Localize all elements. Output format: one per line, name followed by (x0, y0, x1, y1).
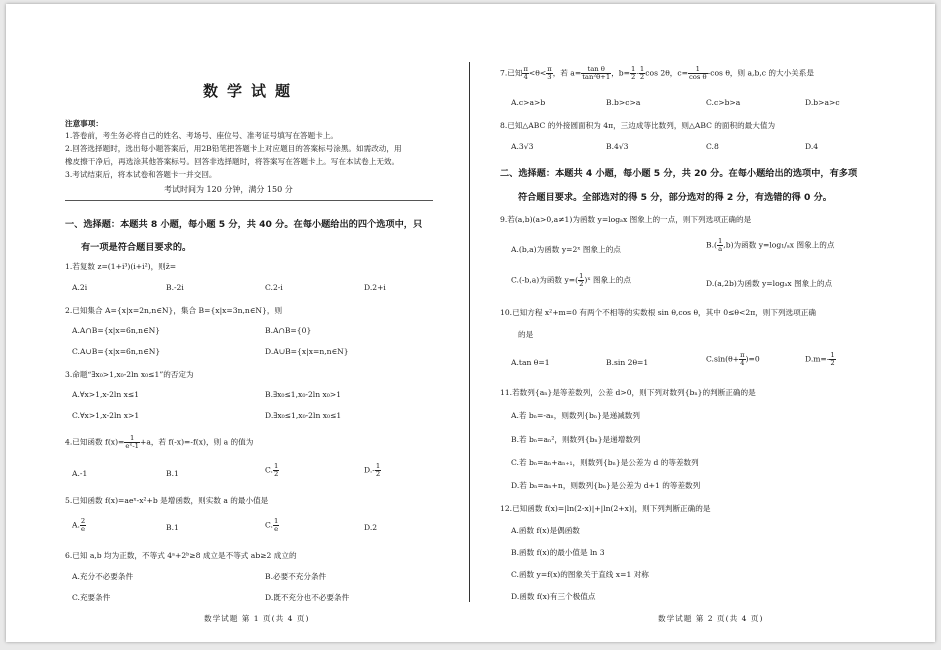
q8-option-b: B.4√3 (606, 142, 629, 151)
q8-option-c: C.8 (706, 142, 719, 151)
q4-option-c-fraction (273, 463, 279, 478)
q2-option-c: C.A∪B={x|x=6n,n∈N} (72, 347, 161, 356)
q12-option-c: C.函数 y=f(x)的图象关于直线 x=1 对称 (511, 570, 649, 579)
q7-frac-3-den: tan²θ+1 (582, 72, 611, 81)
q5-c-num: 1 (273, 517, 279, 525)
q4-option-d-fraction (375, 463, 381, 478)
q3-option-c: C.∀x>1,x-2ln x>1 (72, 411, 140, 420)
q7-frac-3-num: tan θ (581, 66, 611, 74)
q7-frac-6 (688, 66, 708, 81)
header-rule (65, 200, 433, 201)
exam-time: 考试时间为 120 分钟，满分 150 分 (164, 185, 293, 194)
section-2-heading-cont: 符合题目要求。全部选对的得 5 分，部分选对的得 2 分，有选错的得 0 分。 (518, 192, 832, 203)
q7-option-b: B.b>c>a (606, 98, 641, 107)
q7-frac-4-den: 2 (631, 72, 636, 81)
q9-b-label: B. (706, 240, 714, 250)
q12-option-d: D.函数 f(x)有三个极值点 (511, 592, 596, 601)
q5-option-c-label: C. (265, 520, 273, 530)
q2-option-d: D.A∪B={x|x=n,n∈N} (265, 347, 349, 356)
q10-c-text: C.sin(θ+ (706, 354, 740, 364)
page-1-footer: 数学试题 第 1 页(共 4 页) (204, 614, 310, 623)
q4-option-d (364, 463, 381, 478)
q7-frac-4-num: 1 (631, 65, 636, 73)
q10-c-den: 4 (740, 358, 745, 367)
q4-d-num: 1 (375, 462, 381, 470)
q10-option-a: A.tan θ=1 (511, 358, 550, 367)
q11-option-a: A.若 bₙ=-aₙ，则数列{bₙ}是递减数列 (511, 411, 640, 420)
q10-option-c (706, 352, 760, 367)
q1-option-c: C.2-i (265, 283, 283, 292)
q6-option-d: D.既不充分也不必要条件 (265, 593, 350, 602)
q5-a-den: e (81, 524, 86, 533)
section-1-heading-cont: 有一项是符合题目要求的。 (81, 242, 192, 253)
q11-option-d: D.若 bₙ=aₙ+n，则数列{bₙ}是公差为 d+1 的等差数列 (511, 481, 701, 490)
q8-option-a: A.3√3 (511, 142, 534, 151)
question-4 (65, 435, 253, 450)
q4-fraction-den: eˣ-1 (125, 441, 139, 450)
q9-c-text-2: )ˣ 图象上的点 (584, 275, 631, 285)
q9-b-den: a (718, 244, 723, 253)
q7-frac-5-den: 2 (639, 72, 645, 81)
question-5: 5.已知函数 f(x)=aeˣ-x²+b 是增函数，则实数 a 的最小值是 (65, 496, 269, 505)
q8-option-d: D.4 (805, 142, 819, 151)
q4-fraction-num: 1 (124, 435, 140, 443)
q1-option-a: A.2i (72, 283, 88, 292)
q9-option-a: A.(b,a)为函数 y=2ˣ 图象上的点 (511, 245, 621, 254)
note-line-1: 1.答卷前，考生务必将自己的姓名、考场号、座位号、准考证号填写在答题卡上。 (65, 131, 339, 140)
q7-option-c: C.c>b>a (706, 98, 741, 107)
section-2-heading: 二、选择题：本题共 4 小题，每小题 5 分，共 20 分。在每小题给出的选项中，有多项 (500, 168, 858, 179)
q7-option-a: A.c>a>b (511, 98, 546, 107)
q7-text-2: <θ< (528, 68, 547, 78)
page-title: 数学试题 (203, 82, 300, 100)
q5-option-a-fraction (80, 518, 86, 533)
note-line-2: 2.回答选择题时，选出每小题答案后，用2B铅笔把答题卡上对应题目的答案标号涂黑。如需改动，用 (65, 144, 402, 153)
q10-option-d (805, 352, 836, 367)
q7-text-7: -cos θ，则 a,b,c 的大小关系是 (707, 68, 814, 78)
q4-c-num: 1 (273, 462, 279, 470)
q9-option-d: D.(a,2b)为函数 y=logₐx 图象上的点 (706, 279, 833, 288)
question-9: 9.若(a,b)(a>0,a≠1)为函数 y=logₐx 图象上的一点，则下列选项正确的是 (500, 215, 752, 224)
q4-text-start: 4.已知函数 f(x)= (65, 437, 125, 447)
q3-option-b: B.∃x₀≤1,x₀-2ln x₀>1 (265, 390, 342, 399)
q9-b-num: 1 (717, 237, 723, 245)
q7-frac-6-num: 1 (688, 66, 708, 74)
q5-a-num: 2 (80, 517, 86, 525)
q4-option-d-label: D.- (364, 465, 375, 475)
question-6: 6.已知 a,b 均为正数，不等式 4ᵃ+2ᵇ≥8 成立是不等式 ab≥2 成立的 (65, 551, 297, 560)
q11-option-c: C.若 bₙ=aₙ+aₙ₊₁，则数列{bₙ}是公差为 d 的等差数列 (511, 458, 699, 467)
q5-option-c (265, 518, 279, 533)
q4-option-c-label: C. (265, 465, 273, 475)
q7-option-d: D.b>a>c (805, 98, 840, 107)
q10-d-den: 2 (830, 358, 835, 367)
exam-paper (6, 4, 935, 642)
q7-text-5: - (636, 68, 639, 78)
q11-option-b: B.若 bₙ=aₙ²，则数列{bₙ}是递增数列 (511, 435, 641, 444)
q7-text-3: ，若 a= (552, 68, 582, 78)
q4-text-end: +a，若 f(-x)=-f(x)，则 a 的值为 (139, 437, 254, 447)
section-1-heading: 一、选择题：本题共 8 小题，每小题 5 分，共 40 分。在每小题给出的四个选项中，只 (65, 219, 423, 230)
q10-c-text-2: )=0 (745, 354, 760, 364)
q7-frac-1-den: 4 (523, 72, 528, 81)
question-12: 12.已知函数 f(x)=|ln(2-x)|+|ln(2+x)|，则下列判断正确的是 (500, 504, 711, 513)
q7-frac-5-num: 1 (639, 65, 645, 73)
question-1: 1.若复数 z=(1+i³)(i+i²)，则z̄= (65, 262, 177, 271)
q9-option-b: B.( $\frac{1}{a}$ ,b)为函数 y=log₁/ₐx 图象上的点 (706, 237, 835, 253)
question-11: 11.若数列{aₙ}是等差数列，公差 d>0，则下列对数列{bₙ}的判断正确的是 (500, 388, 756, 397)
q3-option-a: A.∀x>1,x-2ln x≤1 (72, 390, 140, 399)
q2-option-a: A.A∩B={x|x=6n,n∈N} (72, 326, 161, 335)
notes-heading: 注意事项： (65, 119, 103, 128)
q7-frac-1-num: π (523, 65, 528, 73)
q4-option-c (265, 463, 279, 478)
q7-text-1: 7.已知 (500, 68, 523, 78)
q4-d-den: 2 (375, 469, 381, 478)
q10-d-num: 1 (830, 351, 835, 359)
q10-d-text: D.m=- (805, 354, 830, 364)
q6-option-b: B.必要不充分条件 (265, 572, 327, 581)
q5-option-a (72, 518, 86, 533)
q12-option-b: B.函数 f(x)的最小值是 ln 3 (511, 548, 605, 557)
q4-option-b: B.1 (166, 469, 179, 478)
q10-c-num: π (740, 351, 745, 359)
q5-c-den: e (274, 524, 279, 533)
q9-option-c (511, 273, 631, 288)
q2-option-b: B.A∩B={0} (265, 326, 312, 335)
q7-frac-6-den: cos θ (689, 72, 707, 81)
question-7 (500, 66, 814, 81)
q10-d-fraction (829, 352, 835, 367)
question-10-cont: 的是 (518, 330, 534, 339)
page-2-footer: 数学试题 第 2 页(共 4 页) (658, 614, 764, 623)
q9-c-den: 2 (579, 279, 584, 288)
q4-option-a: A.-1 (72, 469, 88, 478)
q3-option-d: D.∃x₀≤1,x₀-2ln x₀≤1 (265, 411, 342, 420)
q1-option-d: D.2+i (364, 283, 386, 292)
q4-c-den: 2 (273, 469, 279, 478)
q7-text-4: ，b= (611, 68, 631, 78)
q5-option-c-fraction (273, 518, 279, 533)
q12-option-a: A.函数 f(x)是偶函数 (511, 526, 580, 535)
q6-option-c: C.充要条件 (72, 593, 111, 602)
question-2: 2.已知集合 A={x|x=2n,n∈N}，集合 B={x|x=3n,n∈N}，则 (65, 306, 283, 315)
q5-option-b: B.1 (166, 523, 179, 532)
question-10: 10.已知方程 x²+m=0 有两个不相等的实数根 sin θ,cos θ，其中 0≤θ<2π，则下列选项正确 (500, 308, 816, 317)
question-3: 3.命题“∃x₀>1,x₀-2ln x₀≤1”的否定为 (65, 370, 194, 379)
q4-fraction (124, 435, 140, 450)
q9-b-text: ,b)为函数 y=log₁/ₐx 图象上的点 (723, 240, 835, 250)
q6-option-a: A.充分不必要条件 (72, 572, 134, 581)
note-line-4: 3.考试结束后，将本试卷和答题卡一并交回。 (65, 170, 217, 179)
q9-c-num: 1 (579, 272, 584, 280)
q10-option-b: B.sin 2θ=1 (606, 358, 649, 367)
q7-text-6: cos 2θ，c= (645, 68, 688, 78)
page-divider (469, 62, 470, 602)
q7-frac-2-num: π (547, 65, 552, 73)
question-8: 8.已知△ABC 的外接圆面积为 4π，三边成等比数列，则△ABC 的面积的最大值为 (500, 121, 776, 130)
q5-option-a-label: A. (72, 520, 80, 530)
q5-option-d: D.2 (364, 523, 378, 532)
q7-frac-3 (581, 66, 611, 81)
q9-c-text-1: C.(-b,a)为函数 y=( (511, 275, 579, 285)
note-line-3: 橡皮擦干净后，再选涂其他答案标号。回答非选择题时，将答案写在答题卡上。写在本试卷上无效。 (65, 157, 400, 166)
q7-frac-2-den: 3 (547, 72, 552, 81)
q1-option-b: B.-2i (166, 283, 184, 292)
